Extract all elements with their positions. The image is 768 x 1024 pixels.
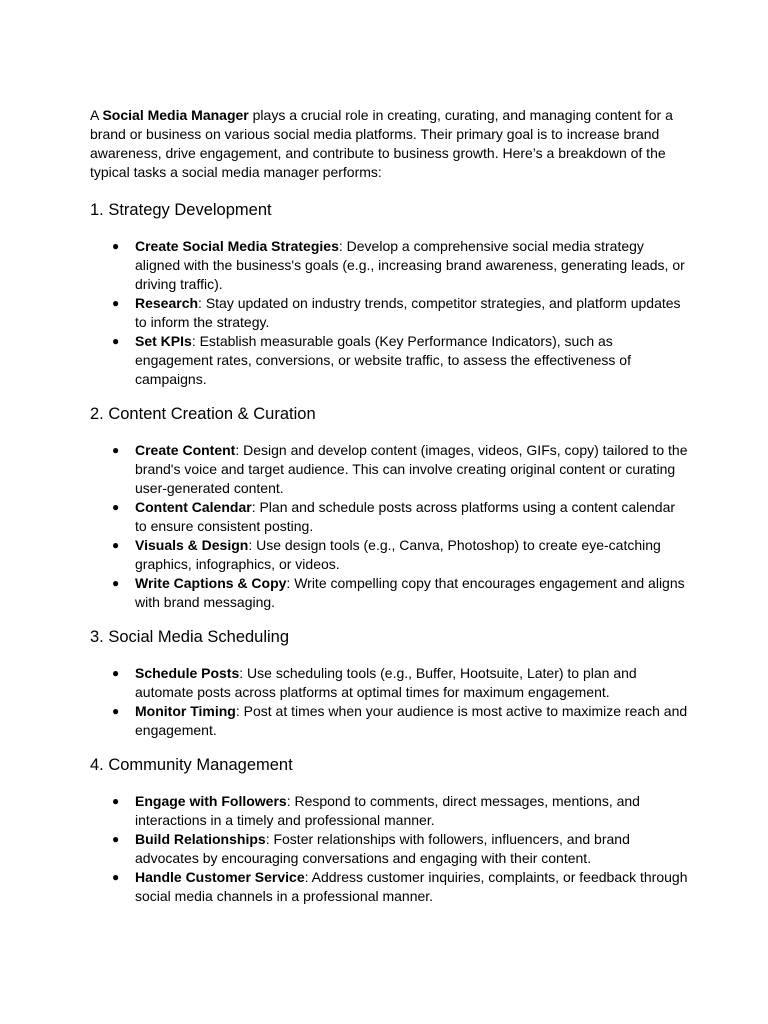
bullet-icon: ●	[112, 296, 120, 310]
item-text: : Write compelling copy that encourages engagement and aligns with brand messaging.	[135, 575, 685, 610]
item-term: Set KPIs	[135, 333, 192, 349]
bullet-icon: ●	[112, 576, 120, 590]
list-item	[90, 792, 690, 830]
list-item	[90, 868, 690, 906]
intro-paragraph	[90, 106, 690, 182]
item-term: Write Captions & Copy	[135, 575, 287, 591]
list-item	[90, 574, 690, 612]
bullet-list-content-creation	[90, 441, 690, 612]
item-term: Create Social Media Strategies	[135, 238, 339, 254]
section-heading-social-media-scheduling: 3. Social Media Scheduling	[90, 628, 290, 646]
bullet-icon: ●	[112, 239, 120, 253]
item-text: : Develop a comprehensive social media strategy aligned with the business's goals (e.g., increasing brand awareness, generating leads, or driving traffic).	[135, 238, 685, 292]
item-term: Handle Customer Service	[135, 869, 305, 885]
item-text: : Plan and schedule posts across platforms using a content calendar to ensure consistent posting.	[135, 499, 676, 534]
item-text: : Foster relationships with followers, influencers, and brand advocates by encouraging conversations and engaging with their content.	[135, 831, 630, 866]
item-term: Content Calendar	[135, 499, 252, 515]
bullet-list-community-management	[90, 792, 690, 906]
bullet-icon: ●	[112, 832, 120, 846]
bullet-list-strategy-development	[90, 237, 690, 389]
item-term: Build Relationships	[135, 831, 266, 847]
list-item	[90, 294, 690, 332]
bullet-list-social-media-scheduling	[90, 664, 690, 740]
section-heading-content-creation: 2. Content Creation & Curation	[90, 405, 316, 423]
intro-bold-term: Social Media Manager	[102, 107, 249, 123]
list-item	[90, 237, 690, 294]
item-term: Engage with Followers	[135, 793, 287, 809]
item-term: Create Content	[135, 442, 236, 458]
bullet-icon: ●	[112, 538, 120, 552]
item-text: : Use design tools (e.g., Canva, Photoshop) to create eye-catching graphics, infographics, or videos.	[135, 537, 661, 572]
item-term: Research	[135, 295, 199, 311]
list-item	[90, 664, 690, 702]
bullet-icon: ●	[112, 443, 120, 457]
list-item	[90, 830, 690, 868]
section-heading-strategy-development: 1. Strategy Development	[90, 201, 272, 219]
list-item	[90, 536, 690, 574]
bullet-icon: ●	[112, 334, 120, 348]
item-text: : Use scheduling tools (e.g., Buffer, Hootsuite, Later) to plan and automate posts across platforms at optimal times for maximum engagement.	[135, 665, 637, 700]
list-item	[90, 498, 690, 536]
item-term: Schedule Posts	[135, 665, 240, 681]
item-text: : Establish measurable goals (Key Performance Indicators), such as engagement rates, conversions, or website traffic, to assess the effectiveness of campaigns.	[135, 333, 631, 387]
bullet-icon: ●	[112, 500, 120, 514]
bullet-icon: ●	[112, 666, 120, 680]
item-text: : Respond to comments, direct messages, mentions, and interactions in a timely and professional manner.	[135, 793, 640, 828]
intro-text: plays a crucial role in creating, curating, and managing content for a brand or business on various social media platforms. Their primary goal is to increase brand awareness, drive engagement, and contribute to business growth. Here’s a breakdown of the typical tasks a social media manager performs:	[90, 107, 673, 180]
item-text: : Stay updated on industry trends, competitor strategies, and platform updates to inform the strategy.	[135, 295, 681, 330]
list-item	[90, 702, 690, 740]
item-text: : Address customer inquiries, complaints, or feedback through social media channels in a professional manner.	[135, 869, 688, 904]
item-term: Visuals & Design	[135, 537, 249, 553]
list-item	[90, 332, 690, 389]
section-heading-community-management: 4. Community Management	[90, 756, 293, 774]
list-item	[90, 441, 690, 498]
item-text: : Design and develop content (images, videos, GIFs, copy) tailored to the brand's voice and target audience. This can involve creating original content or curating user-generated content.	[135, 442, 688, 496]
item-term: Monitor Timing	[135, 703, 236, 719]
intro-prefix: A	[90, 107, 103, 123]
bullet-icon: ●	[112, 794, 120, 808]
bullet-icon: ●	[112, 870, 120, 884]
bullet-icon: ●	[112, 704, 120, 718]
item-text: : Post at times when your audience is most active to maximize reach and engagement.	[135, 703, 688, 738]
document-page	[90, 106, 690, 920]
